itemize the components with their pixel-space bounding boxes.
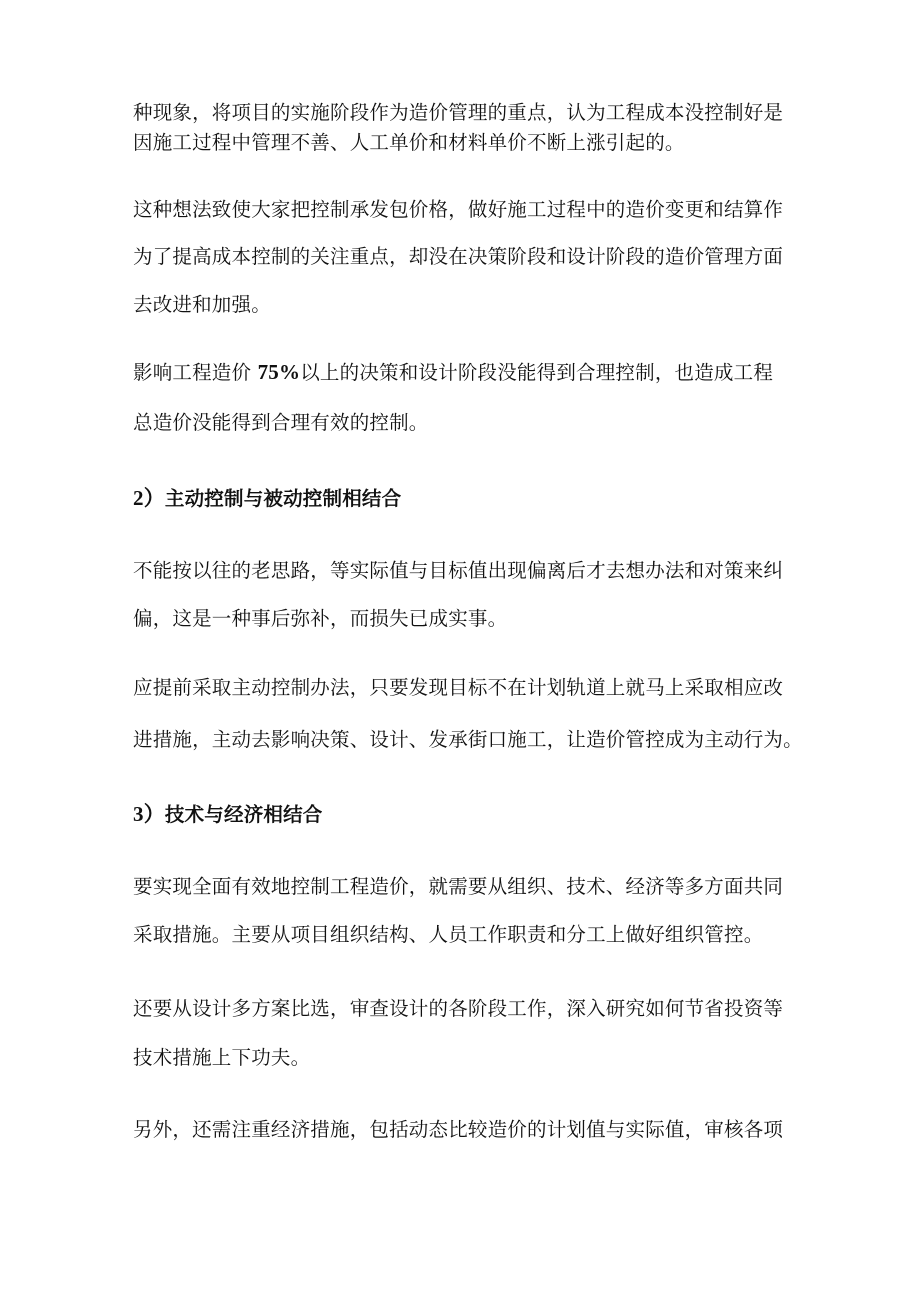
- paragraph-line: [133, 356, 773, 388]
- heading-number: 2）: [133, 486, 165, 510]
- paragraph-line: 去改进和加强。: [133, 293, 271, 316]
- percentage-value: 75%: [257, 360, 301, 384]
- text-segment: 影响工程造价: [133, 361, 258, 384]
- paragraph-line: 偏，这是一种事后弥补，而损失已成实事。: [133, 607, 508, 630]
- paragraph-line: 因施工过程中管理不善、人工单价和材料单价不断上涨引起的。: [133, 131, 685, 154]
- paragraph-line: 还要从设计多方案比选，审查设计的各阶段工作，深入研究如何节省投资等: [133, 997, 784, 1020]
- paragraph-line: 这种想法致使大家把控制承发包价格，做好施工过程中的造价变更和结算作: [133, 198, 784, 221]
- paragraph-line: 不能按以往的老思路，等实际值与目标值出现偏离后才去想办法和对策来纠: [133, 559, 784, 582]
- paragraph-line: 进措施，主动去影响决策、设计、发承街口施工，让造价管控成为主动行为。: [133, 728, 803, 751]
- paragraph-line: 要实现全面有效地控制工程造价，就需要从组织、技术、经济等多方面共同: [133, 875, 784, 898]
- heading-number: 3）: [133, 802, 165, 826]
- heading-text: 技术与经济相结合: [164, 803, 323, 826]
- paragraph-line: 总造价没能得到合理有效的控制。: [133, 411, 429, 434]
- section-heading: [133, 482, 401, 514]
- section-heading: [133, 798, 323, 830]
- paragraph-line: 为了提高成本控制的关注重点，却没在决策阶段和设计阶段的造价管理方面: [133, 245, 784, 268]
- text-segment: 以上的决策和设计阶段没能得到合理控制，也造成工程: [300, 361, 774, 384]
- paragraph-line: 另外，还需注重经济措施，包括动态比较造价的计划值与实际值，审核各项: [133, 1118, 784, 1141]
- paragraph-line: 技术措施上下功夫。: [133, 1046, 311, 1069]
- paragraph-line: 采取措施。主要从项目组织结构、人员工作职责和分工上做好组织管控。: [133, 923, 764, 946]
- heading-text: 主动控制与被动控制相结合: [164, 487, 402, 510]
- paragraph-line: 应提前采取主动控制办法，只要发现目标不在计划轨道上就马上采取相应改: [133, 676, 784, 699]
- paragraph-line: 种现象，将项目的实施阶段作为造价管理的重点，认为工程成本没控制好是: [133, 101, 784, 124]
